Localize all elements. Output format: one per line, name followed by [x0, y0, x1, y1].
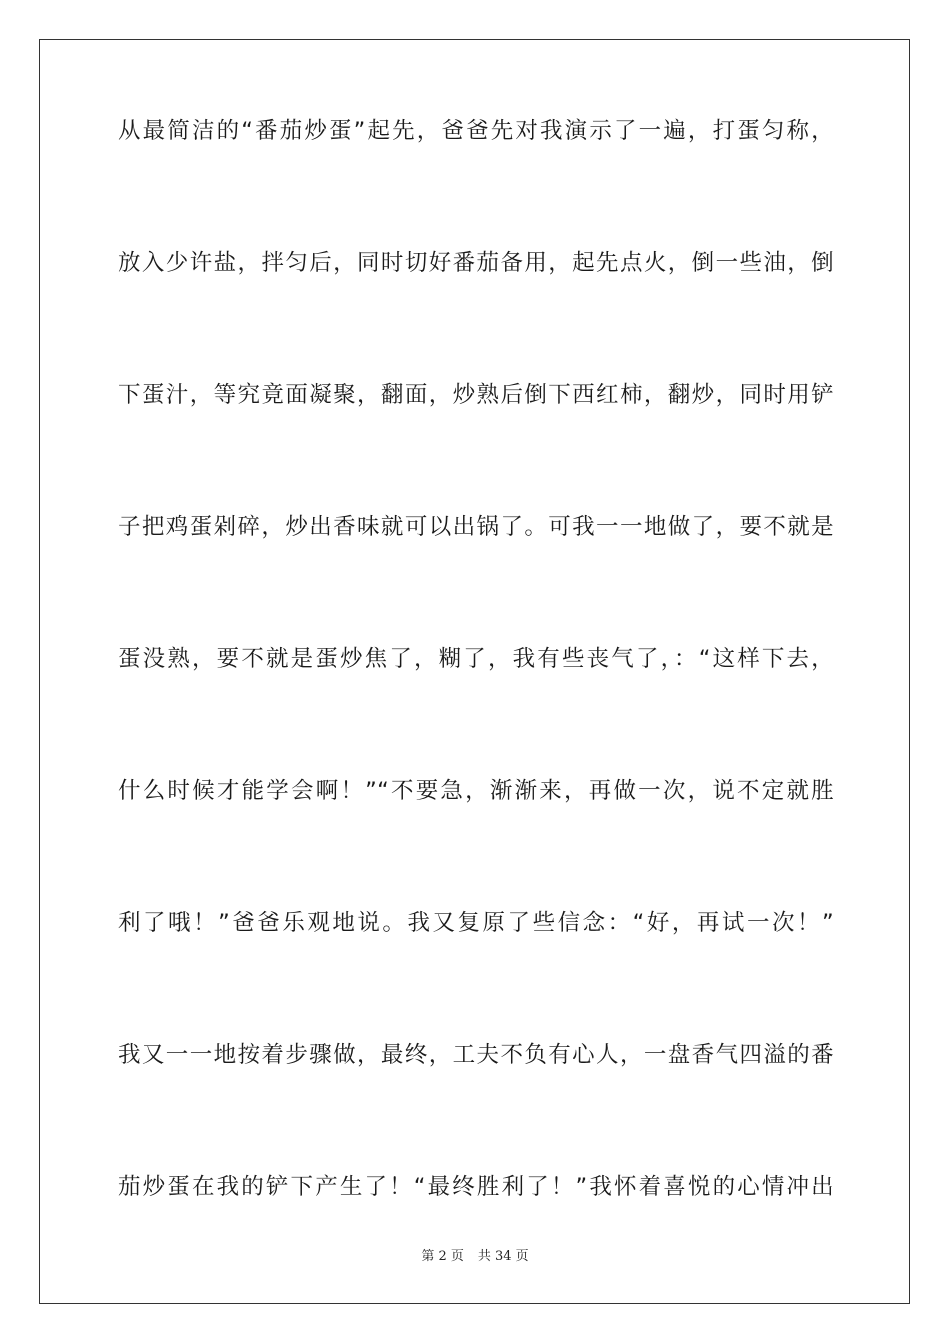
text-line-9: 茄炒蛋在我的铲下产生了！“最终胜利了！”我怀着喜悦的心情冲出	[118, 1174, 834, 1200]
text-line-1: 从最简洁的“番茄炒蛋”起先，爸爸先对我演示了一遍，打蛋匀称，	[118, 118, 834, 144]
page-footer	[0, 1248, 950, 1266]
document-body	[118, 116, 834, 1304]
text-line-6: 什么时候才能学会啊！”“不要急，渐渐来，再做一次，说不定就胜	[118, 778, 834, 804]
text-line-7: 利了哦！”爸爸乐观地说。我又复原了些信念：“好，再试一次！”	[118, 910, 834, 936]
text-line-4: 子把鸡蛋剁碎，炒出香味就可以出锅了。可我一一地做了，要不就是	[118, 514, 834, 540]
text-line-8: 我又一一地按着步骤做，最终，工夫不负有心人，一盘香气四溢的番	[118, 1042, 834, 1068]
text-line-3: 下蛋汁，等究竟面凝聚，翻面，炒熟后倒下西红柿，翻炒，同时用铲	[118, 382, 834, 408]
text-line-2: 放入少许盐，拌匀后，同时切好番茄备用，起先点火，倒一些油，倒	[118, 250, 834, 276]
text-line-5: 蛋没熟，要不就是蛋炒焦了，糊了，我有些丧气了，：“这样下去，	[118, 646, 834, 672]
page-number: 第 2 页	[421, 1249, 464, 1264]
total-pages: 共 34 页	[477, 1249, 529, 1264]
